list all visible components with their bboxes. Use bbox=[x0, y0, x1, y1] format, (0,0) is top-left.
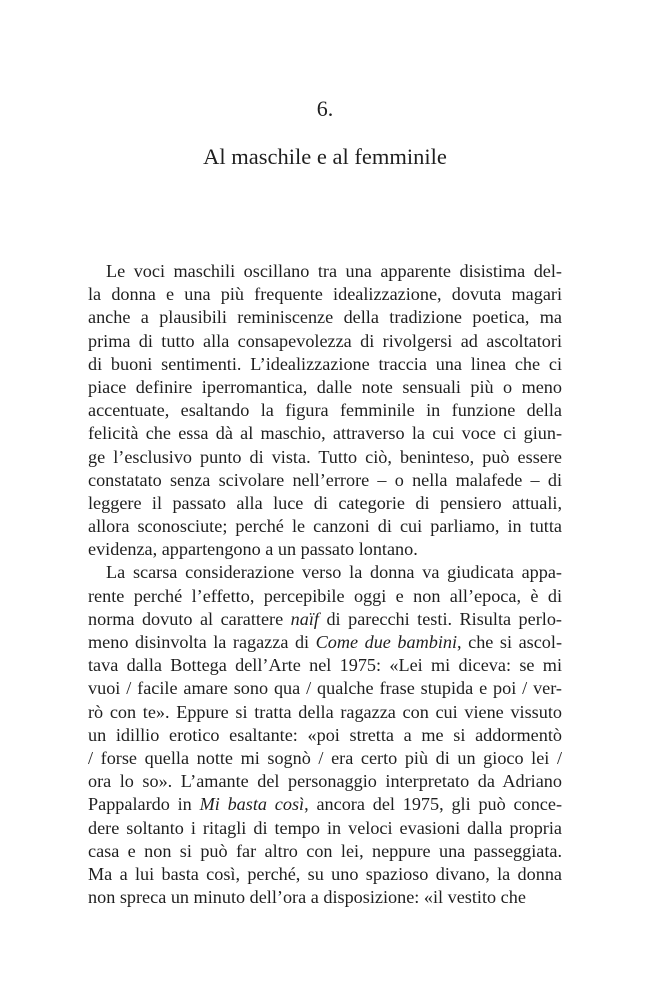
text-segment: La scarsa considerazione verso la donna va giudicata appa- bbox=[106, 562, 562, 583]
text-line bbox=[88, 631, 562, 654]
text-segment: , che si ascol- bbox=[457, 632, 562, 652]
text-segment: non spreca un minuto dell’ora a disposizione: «il vestito che bbox=[88, 887, 526, 908]
italic-title: Come due bambini bbox=[315, 632, 458, 652]
text-line bbox=[88, 283, 562, 306]
text-line bbox=[88, 330, 562, 353]
text-segment: meno disinvolta la ragazza di bbox=[88, 632, 316, 652]
text-segment: piace definire iperromantica, dalle note sensuali più o meno bbox=[88, 376, 562, 397]
text-segment: di buoni sentimenti. L’idealizzazione traccia una linea che ci bbox=[88, 353, 562, 374]
text-segment: felicità che essa dà al maschio, attraverso la cui voce ci giun- bbox=[88, 423, 562, 444]
text-segment: rò con te». Eppure si tratta della ragazza con cui viene vissuto bbox=[88, 701, 562, 722]
text-segment: constatato senza scivolare nell’errore – o nella malafede – di bbox=[88, 469, 562, 490]
text-segment: di parecchi testi. Risulta perlo- bbox=[318, 608, 562, 629]
text-line bbox=[88, 724, 562, 747]
italic-title: Mi basta così bbox=[199, 794, 305, 815]
text-line bbox=[88, 306, 562, 329]
body-text bbox=[88, 260, 562, 909]
text-line bbox=[88, 399, 562, 422]
text-segment: prima di tutto alla consapevolezza di rivolgersi ad ascoltatori bbox=[88, 330, 562, 351]
text-line bbox=[88, 492, 562, 515]
text-segment: / forse quella notte mi sognò / era certo più di un gioco lei / bbox=[88, 747, 562, 768]
text-line bbox=[88, 886, 562, 909]
paragraph bbox=[88, 561, 562, 909]
text-segment: ge l’esclusivo punto di vista. Tutto ciò, beninteso, può essere bbox=[88, 446, 562, 467]
italic-title: naïf bbox=[290, 608, 319, 629]
text-line bbox=[88, 422, 562, 445]
text-line bbox=[88, 538, 562, 561]
text-line bbox=[88, 701, 562, 724]
text-line bbox=[88, 446, 562, 469]
chapter-title: Al maschile e al femminile bbox=[203, 144, 447, 169]
text-line bbox=[88, 840, 562, 863]
text-segment: evidenza, appartengono a un passato lontano. bbox=[88, 539, 418, 560]
text-segment: Ma a lui basta così, perché, su uno spazioso divano, la donna bbox=[88, 863, 562, 884]
text-segment: , ancora del 1975, gli può conce- bbox=[304, 794, 562, 815]
text-line bbox=[88, 654, 562, 677]
text-segment: anche a plausibili reminiscenze della tradizione poetica, ma bbox=[88, 307, 562, 328]
chapter-number: 6. bbox=[316, 96, 334, 121]
text-line bbox=[88, 515, 562, 538]
text-line bbox=[88, 561, 562, 584]
paragraph bbox=[88, 260, 562, 561]
text-segment: casa e non si può far altro con lei, neppure una passeggiata. bbox=[88, 840, 562, 861]
text-line bbox=[88, 817, 562, 840]
text-segment: accentuate, esaltando la figura femminile in funzione della bbox=[88, 400, 562, 421]
text-line bbox=[88, 469, 562, 492]
text-line bbox=[88, 260, 562, 283]
text-line bbox=[88, 863, 562, 886]
text-line bbox=[88, 353, 562, 376]
text-segment: norma dovuto al carattere bbox=[88, 608, 291, 629]
text-line bbox=[88, 677, 562, 700]
text-segment: la donna e una più frequente idealizzazione, dovuta magari bbox=[88, 284, 562, 305]
text-line bbox=[88, 770, 562, 793]
text-line bbox=[88, 376, 562, 399]
text-line bbox=[88, 585, 562, 608]
text-segment: un idillio erotico esaltante: «poi stretta a me si addormentò bbox=[88, 724, 562, 745]
text-line bbox=[88, 793, 562, 816]
text-segment: allora sconosciute; perché le canzoni di cui parliamo, in tutta bbox=[88, 516, 562, 537]
text-segment: Pappalardo in bbox=[88, 794, 200, 815]
text-line bbox=[88, 747, 562, 770]
text-segment: Le voci maschili oscillano tra una apparente disistima del- bbox=[106, 261, 562, 281]
text-segment: leggere il passato alla luce di categorie di pensiero attuali, bbox=[88, 492, 562, 513]
text-segment: rente perché l’effetto, percepibile oggi e non all’epoca, è di bbox=[88, 585, 562, 606]
text-segment: tava dalla Bottega dell’Arte nel 1975: «Lei mi diceva: se mi bbox=[88, 655, 562, 676]
text-segment: dere soltanto i ritagli di tempo in veloci evasioni dalla propria bbox=[88, 817, 562, 838]
text-segment: vuoi / facile amare sono qua / qualche frase stupida e poi / ver- bbox=[88, 678, 562, 699]
text-line bbox=[88, 608, 562, 631]
text-segment: ora lo so». L’amante del personaggio interpretato da Adriano bbox=[88, 771, 562, 792]
